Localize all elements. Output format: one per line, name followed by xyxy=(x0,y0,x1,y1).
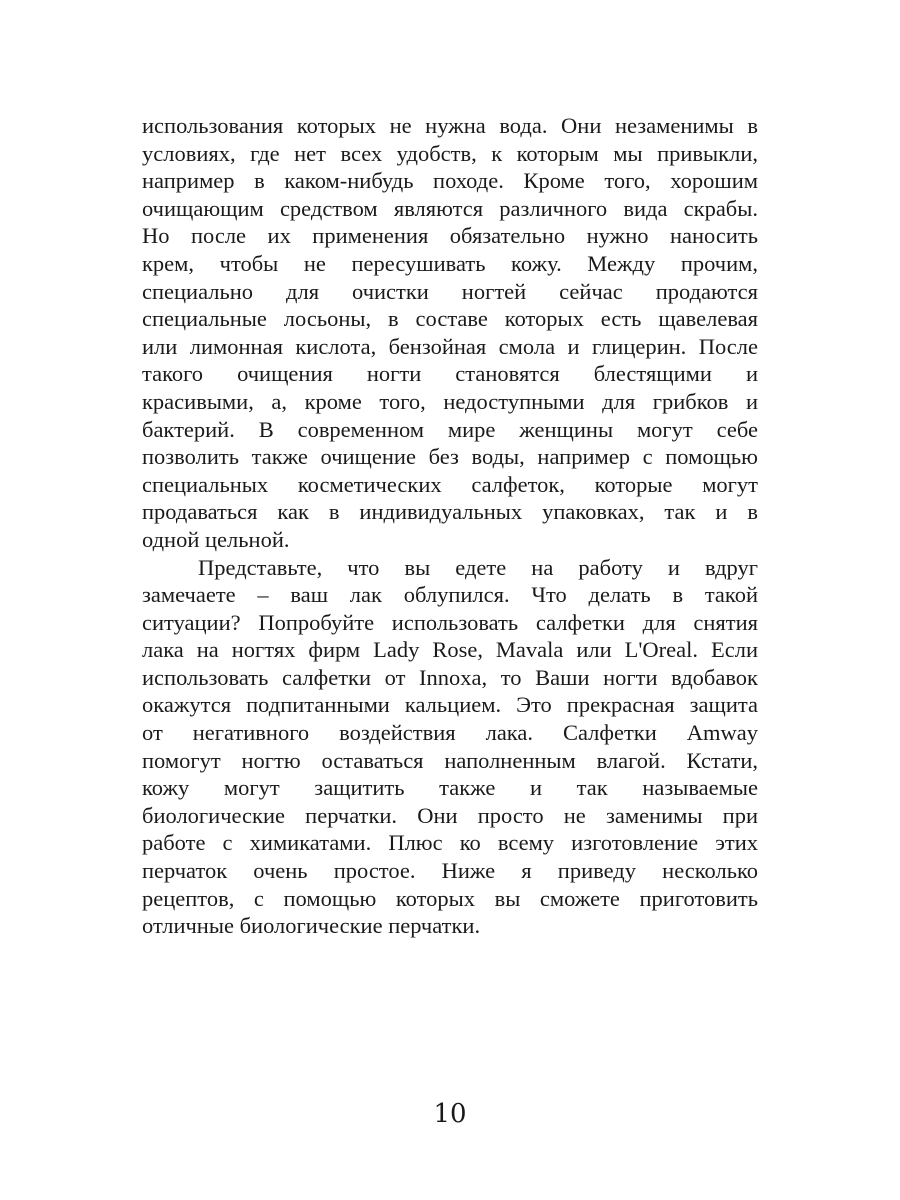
body-text xyxy=(142,112,758,940)
text-line: специальные лосьоны, в составе которых есть щавелевая xyxy=(142,306,758,332)
page-number: 10 xyxy=(433,1099,467,1129)
text-line: перчаток очень простое. Ниже я приведу несколько xyxy=(142,858,758,884)
text-line: позволить также очищение без воды, например с помощью xyxy=(142,444,758,470)
text-line: продаваться как в индивидуальных упаковках, так и в xyxy=(142,499,758,525)
text-line: одной цельной. xyxy=(142,526,290,552)
text-line: Представьте, что вы едете на работу и вдруг xyxy=(198,554,758,580)
text-line: например в каком-нибудь походе. Кроме того, хорошим xyxy=(142,168,758,194)
text-line: биологические перчатки. Они просто не заменимы при xyxy=(142,802,758,828)
text-line: рецептов, с помощью которых вы сможете приготовить xyxy=(142,885,758,911)
text-line: использования которых не нужна вода. Они незаменимы в xyxy=(142,113,758,138)
text-line: крем, чтобы не пересушивать кожу. Между прочим, xyxy=(142,250,758,276)
text-line: от негативного воздействия лака. Салфетки Amway xyxy=(142,720,758,746)
text-line: специально для очистки ногтей сейчас продаются xyxy=(142,278,758,304)
text-line: бактерий. В современном мире женщины могут себе xyxy=(142,416,758,442)
text-line: помогут ногтю оставаться наполненным влагой. Кстати, xyxy=(142,747,758,773)
text-line: замечаете – ваш лак облупился. Что делать в такой xyxy=(142,582,758,608)
text-line: условиях, где нет всех удобств, к которым мы привыкли, xyxy=(142,140,758,166)
text-line: лака на ногтях фирм Lady Rose, Mavala или L'Oreal. Если xyxy=(142,637,758,663)
text-line: Но после их применения обязательно нужно наносить xyxy=(142,223,758,249)
text-line: красивыми, а, кроме того, недоступными для грибков и xyxy=(142,388,758,414)
text-line: очищающим средством являются различного вида скрабы. xyxy=(142,195,758,221)
text-line: использовать салфетки от Innoxa, то Ваши ногти вдобавок xyxy=(142,664,758,690)
text-line: специальных косметических салфеток, которые могут xyxy=(142,471,758,497)
text-line: работе с химикатами. Плюс ко всему изготовление этих xyxy=(142,830,758,856)
text-line: отличные биологические перчатки. xyxy=(142,913,481,939)
text-line: такого очищения ногти становятся блестящими и xyxy=(142,361,758,387)
text-line: ситуации? Попробуйте использовать салфетки для снятия xyxy=(142,609,758,635)
text-line: окажутся подпитанными кальцием. Это прекрасная защита xyxy=(142,692,758,718)
text-line: кожу могут защитить также и так называемые xyxy=(142,775,758,801)
text-line: или лимонная кислота, бензойная смола и глицерин. После xyxy=(142,333,758,359)
